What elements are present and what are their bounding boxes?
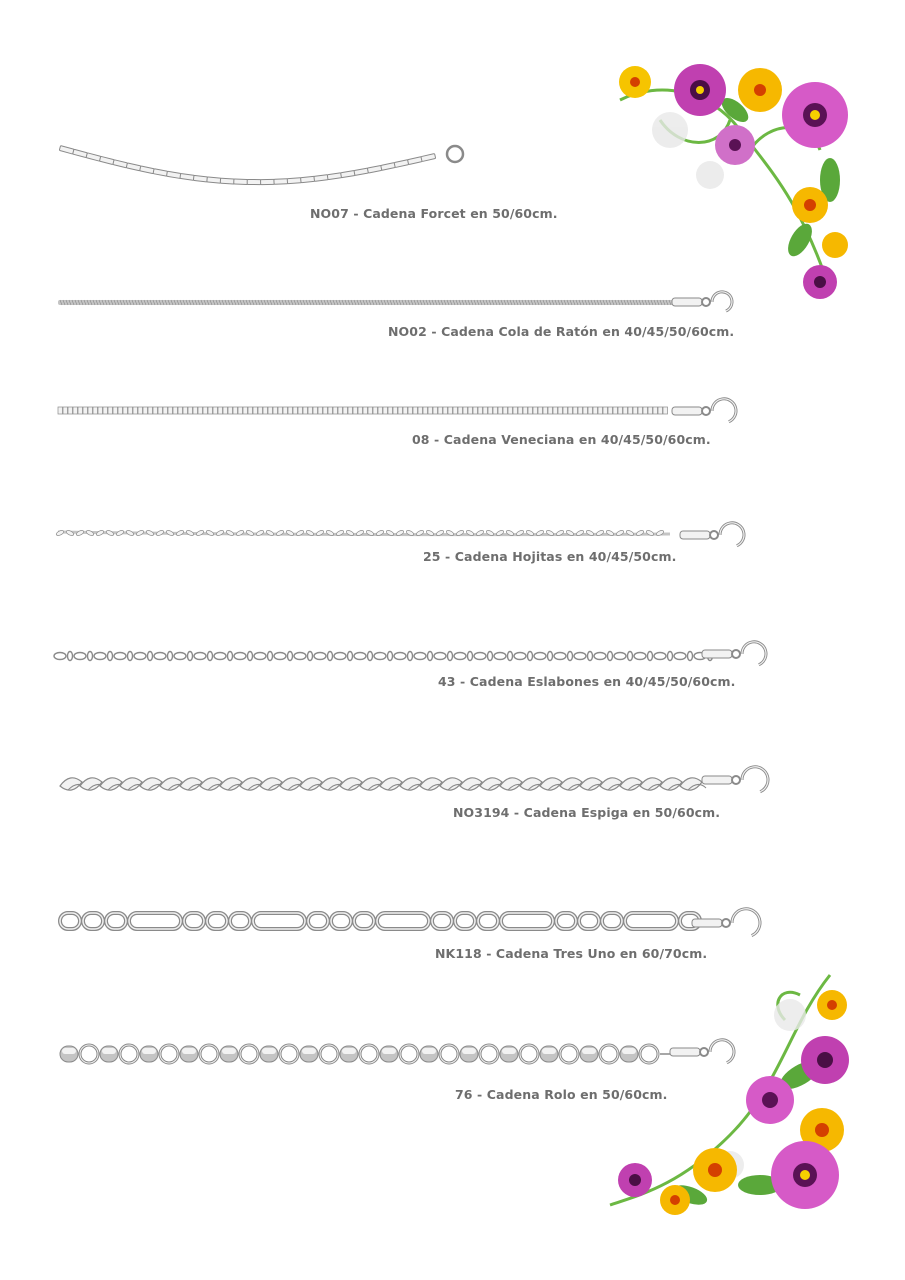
caption-tres-uno: NK118 - Cadena Tres Uno en 60/70cm. (435, 946, 708, 961)
caption-forcet: NO07 - Cadena Forcet en 50/60cm. (310, 206, 558, 221)
chain-image-forcet (0, 130, 905, 210)
chain-image-veneciana (0, 396, 905, 436)
caption-eslabones: 43 - Cadena Eslabones en 40/45/50/60cm. (438, 674, 736, 689)
chain-image-espiga (0, 764, 905, 804)
chain-image-eslabones (0, 636, 905, 676)
chain-image-rolo (0, 1040, 905, 1085)
caption-hojitas: 25 - Cadena Hojitas en 40/45/50cm. (423, 549, 677, 564)
caption-veneciana: 08 - Cadena Veneciana en 40/45/50/60cm. (412, 432, 711, 447)
chain-image-tres-uno (0, 903, 905, 948)
caption-espiga: NO3194 - Cadena Espiga en 50/60cm. (453, 805, 721, 820)
chain-image-cola-de-raton (0, 288, 905, 328)
caption-rolo: 76 - Cadena Rolo en 50/60cm. (455, 1087, 668, 1102)
caption-cola-de-raton: NO02 - Cadena Cola de Ratón en 40/45/50/60cm. (388, 324, 735, 339)
